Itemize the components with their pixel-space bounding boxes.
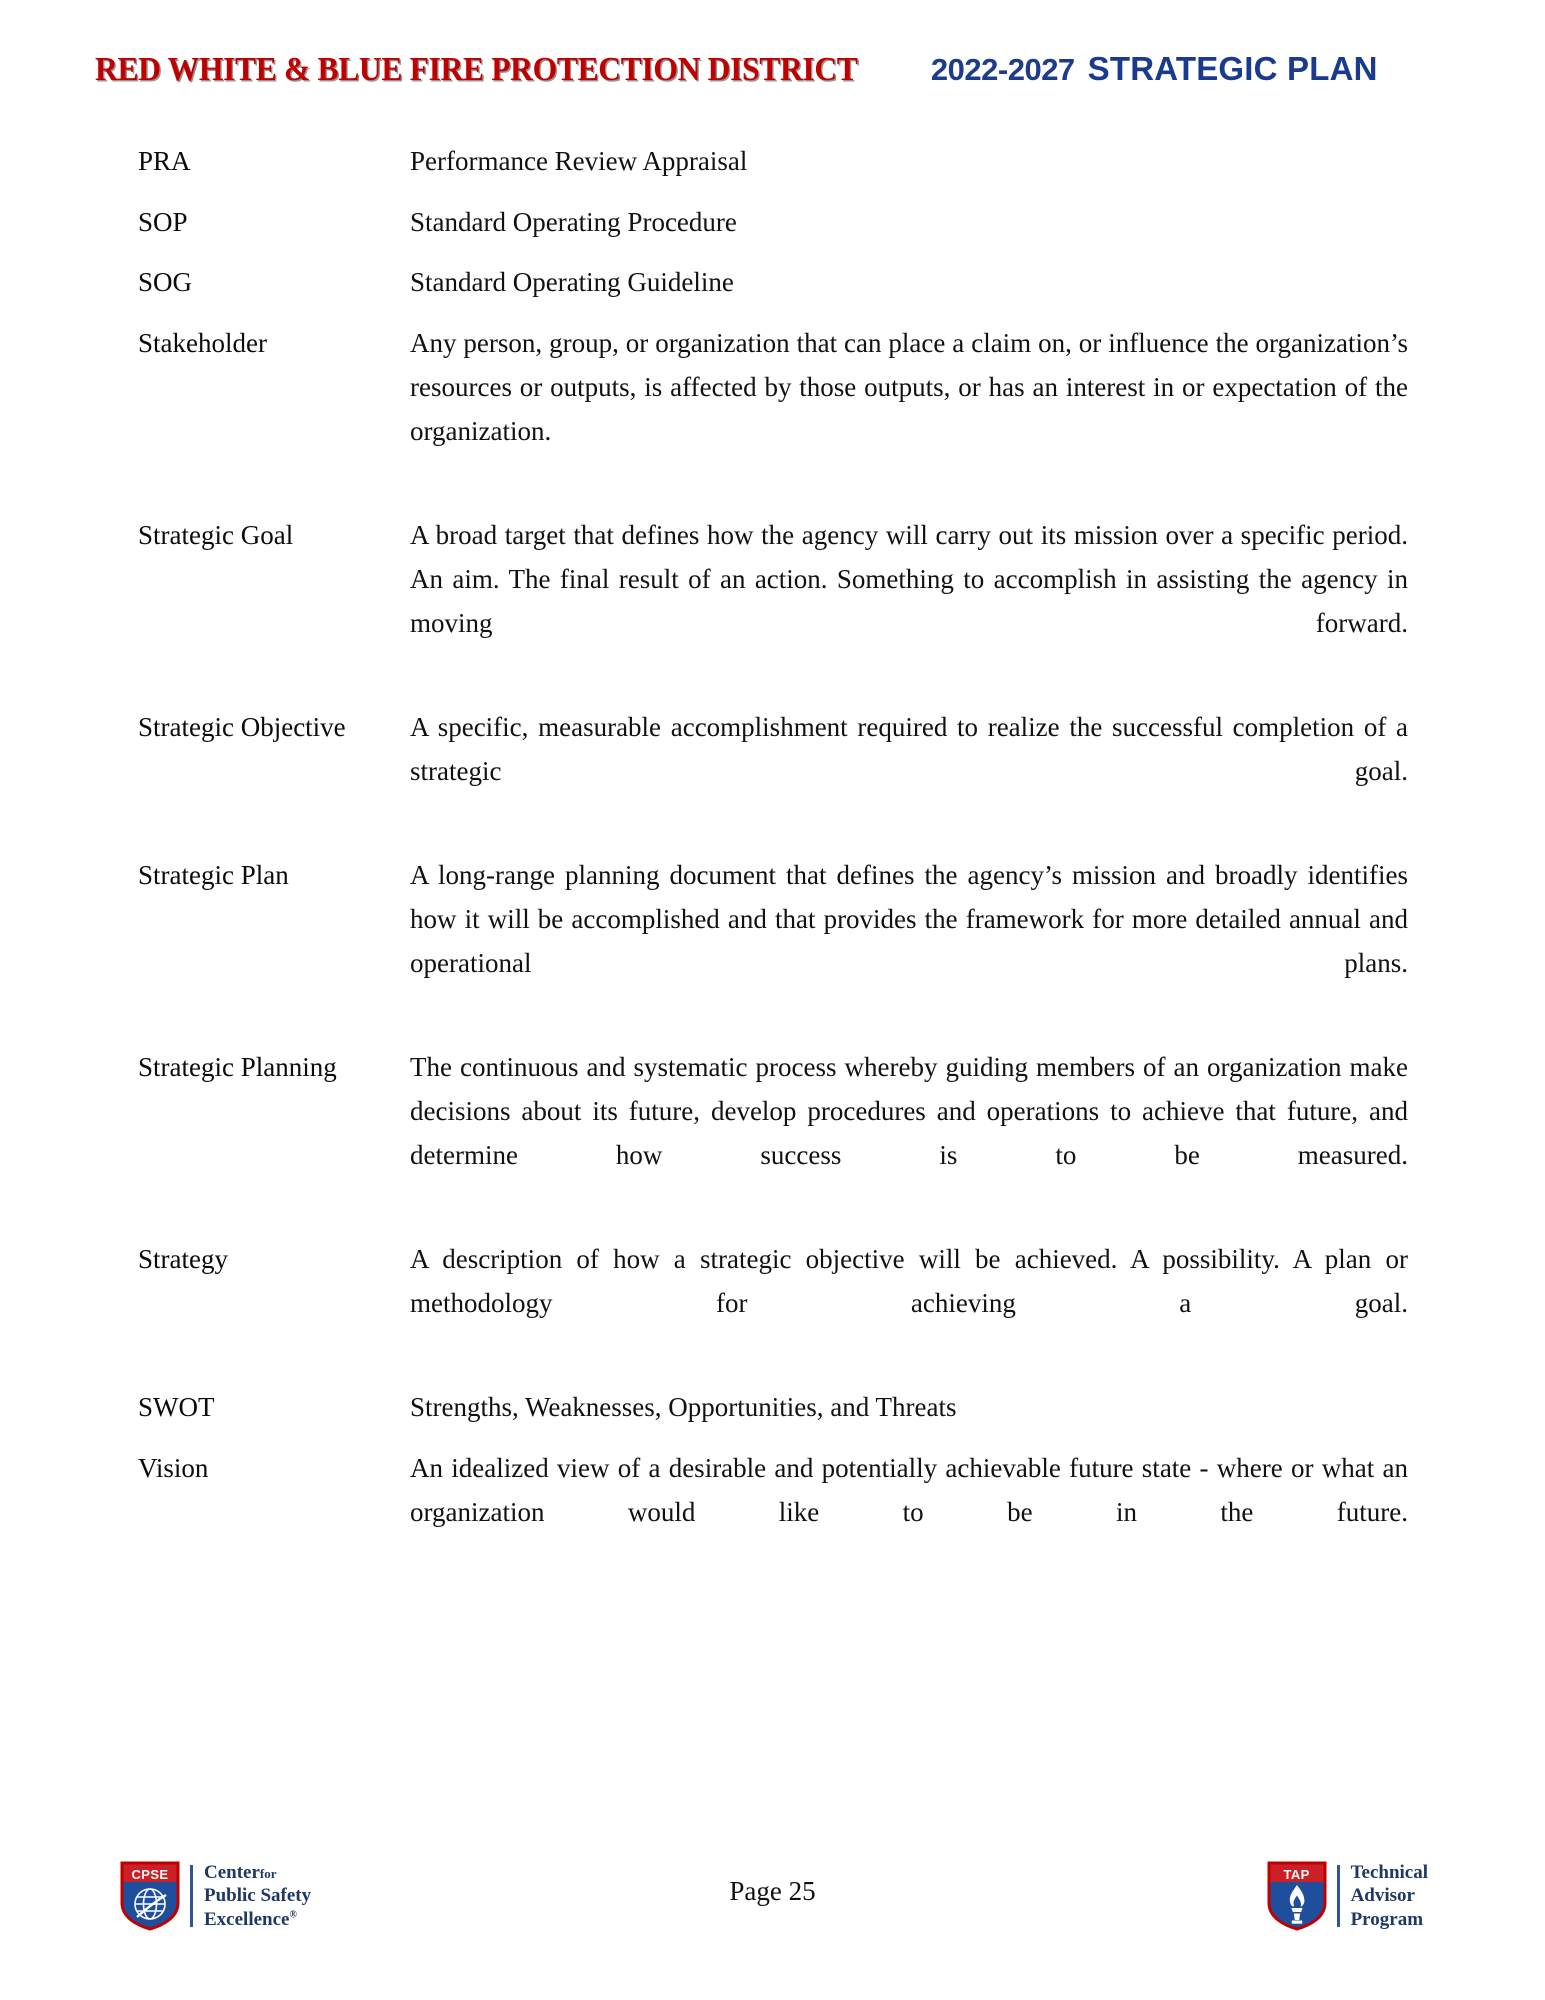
glossary-definition: A long-range planning document that defines the agency’s mission and broadly identifies how it will be accomplished and that provides the framework for more detailed annual and operational plans. bbox=[410, 860, 1408, 978]
tap-word-line1: Technical bbox=[1350, 1862, 1428, 1884]
glossary-definition: The continuous and systematic process whereby guiding members of an organization make decisions about its future, develop procedures and operations to achieve that future, and determine how success is to be measured. bbox=[410, 1052, 1408, 1170]
document-header bbox=[95, 50, 1455, 96]
glossary-entry bbox=[138, 1238, 1408, 1369]
cpse-trademark: ® bbox=[289, 1909, 297, 1921]
glossary-term: PRA bbox=[138, 146, 191, 176]
glossary-term: SOP bbox=[138, 206, 188, 237]
cpse-word-for: for bbox=[259, 1866, 277, 1882]
tap-badge-text: TAP bbox=[1283, 1867, 1310, 1882]
glossary-entry bbox=[138, 1386, 1408, 1430]
tap-logo-divider bbox=[1337, 1865, 1340, 1927]
glossary-definition: Any person, group, or organization that can place a claim on, or influence the organization’s resources or outputs, is affected by those outputs, or has an interest in or expectation of the organization. bbox=[410, 328, 1408, 446]
glossary-entry bbox=[138, 322, 1408, 497]
glossary-definition: Strengths, Weaknesses, Opportunities, and Threats bbox=[410, 1392, 957, 1423]
cpse-word-line3: Excellence bbox=[204, 1908, 290, 1930]
glossary-definition: An idealized view of a desirable and potentially achievable future state - where or what an organization would like to be in the future. bbox=[410, 1453, 1408, 1527]
glossary-definition: A broad target that defines how the agency will carry out its mission over a specific period. An aim. The final result of an action. Something to accomplish in assisting the agency in moving forward. bbox=[410, 520, 1408, 638]
glossary-entry bbox=[138, 1447, 1408, 1578]
glossary-term: Strategy bbox=[138, 1244, 228, 1275]
document-footer bbox=[95, 1838, 1450, 1958]
glossary-entry bbox=[138, 201, 1408, 245]
glossary-entry bbox=[138, 261, 1408, 305]
glossary-definition: A description of how a strategic objective will be achieved. A possibility. A plan or methodology for achieving a goal. bbox=[410, 1244, 1408, 1318]
glossary-term: Strategic Objective bbox=[138, 712, 346, 743]
header-agency-name: RED WHITE & BLUE FIRE PROTECTION DISTRICT bbox=[95, 51, 858, 88]
glossary-term: SWOT bbox=[138, 1392, 215, 1423]
glossary-term: Stakeholder bbox=[138, 328, 267, 359]
glossary-entry bbox=[138, 854, 1408, 1029]
tap-word-line3: Program bbox=[1350, 1908, 1424, 1930]
glossary-term: Strategic Plan bbox=[138, 860, 289, 891]
tap-logo bbox=[1267, 1858, 1428, 1934]
glossary-term: SOG bbox=[138, 267, 193, 298]
header-plan-years: 2022-2027 bbox=[930, 52, 1075, 87]
glossary-term: Vision bbox=[138, 1453, 209, 1484]
glossary-term: Strategic Planning bbox=[138, 1052, 337, 1083]
glossary-definition: Performance Review Appraisal bbox=[410, 146, 748, 176]
header-plan-title: STRATEGIC PLAN bbox=[1087, 50, 1378, 87]
tap-shield-icon bbox=[1267, 1861, 1327, 1931]
tap-logo-wordmark bbox=[1351, 1861, 1428, 1931]
glossary-definition: A specific, measurable accomplishment required to realize the successful completion of a strategic goal. bbox=[410, 712, 1408, 786]
glossary-definition: Standard Operating Procedure bbox=[410, 206, 737, 237]
page-number: Page 25 bbox=[729, 1876, 816, 1906]
glossary-list bbox=[138, 140, 1408, 1595]
cpse-word-line2: Public Safety bbox=[204, 1885, 312, 1907]
glossary-entry bbox=[138, 1046, 1408, 1221]
cpse-badge-text: CPSE bbox=[131, 1867, 169, 1882]
glossary-entry bbox=[138, 514, 1408, 689]
glossary-entry bbox=[138, 140, 1408, 184]
glossary-definition: Standard Operating Guideline bbox=[410, 267, 734, 298]
glossary-entry bbox=[138, 706, 1408, 837]
cpse-word-line1: Center bbox=[204, 1862, 260, 1884]
glossary-term: Strategic Goal bbox=[138, 520, 294, 551]
tap-word-line2: Advisor bbox=[1350, 1885, 1415, 1907]
